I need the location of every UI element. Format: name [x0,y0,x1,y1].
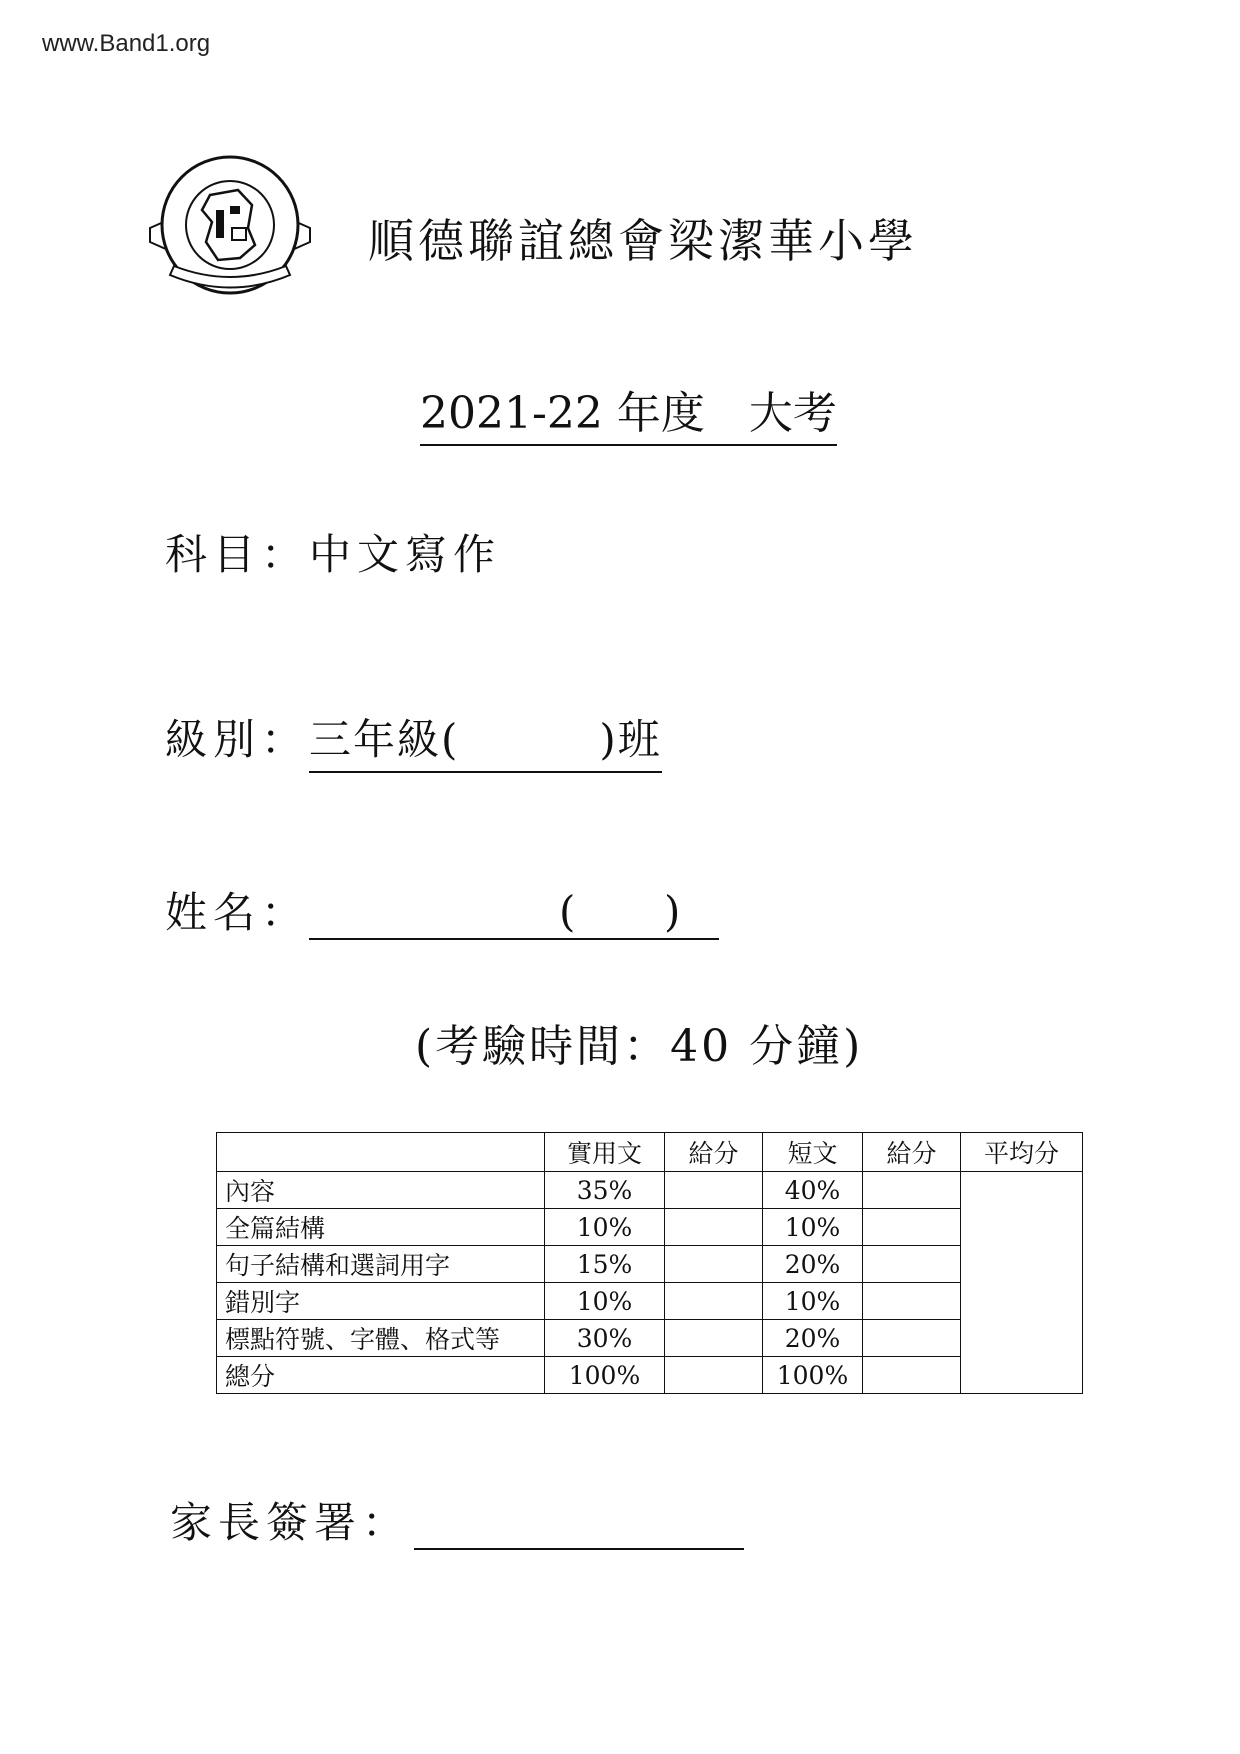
essay-weight: 10% [763,1209,863,1246]
criterion-cell: 全篇結構 [217,1209,545,1246]
grade-value[interactable] [309,707,662,773]
parent-signature-label: 家長簽署： [170,1498,411,1547]
essay-weight: 20% [763,1246,863,1283]
table-row [217,1172,1083,1209]
exam-title: 2021-22 年度 大考 [420,390,837,446]
essay-score-cell[interactable] [863,1246,961,1283]
practical-score-cell[interactable] [665,1320,763,1357]
watermark: www.Band1.org [42,30,211,57]
practical-score-cell[interactable] [665,1172,763,1209]
name-label: 姓名： [165,888,310,937]
grade-label: 級別： [165,715,310,764]
table-row [217,1320,1083,1357]
essay-score-cell[interactable] [863,1320,961,1357]
header-essay-score: 給分 [863,1133,961,1172]
practical-score-cell[interactable] [665,1246,763,1283]
practical-weight: 15% [545,1246,665,1283]
subject-field [165,522,501,582]
practical-score-cell[interactable] [665,1283,763,1320]
header-practical: 實用文 [545,1133,665,1172]
criterion-cell: 錯別字 [217,1283,545,1320]
essay-score-cell[interactable] [863,1172,961,1209]
essay-score-cell[interactable] [863,1209,961,1246]
name-field [165,880,719,940]
essay-weight: 100% [763,1357,863,1394]
essay-score-cell[interactable] [863,1357,961,1394]
marks-table [216,1132,1083,1394]
practical-weight: 35% [545,1172,665,1209]
practical-weight: 100% [545,1357,665,1394]
practical-weight: 30% [545,1320,665,1357]
table-row [217,1357,1083,1394]
name-blank[interactable] [309,887,719,940]
class-number-open: ( [559,887,582,936]
header-practical-score: 給分 [665,1133,763,1172]
header-essay: 短文 [763,1133,863,1172]
exam-duration: (考驗時間：40 分鐘) [415,1021,864,1072]
class-number-close: ) [664,887,687,936]
table-row [217,1246,1083,1283]
practical-weight: 10% [545,1283,665,1320]
school-name: 順德聯誼總會梁潔華小學 [368,214,918,268]
header-average: 平均分 [961,1133,1083,1172]
criterion-cell: 句子結構和選詞用字 [217,1246,545,1283]
average-score-cell[interactable] [961,1172,1083,1394]
subject-value: 中文寫作 [309,530,502,579]
table-header-row [217,1133,1083,1172]
essay-score-cell[interactable] [863,1283,961,1320]
grade-field [165,707,662,773]
header-criterion [217,1133,545,1172]
essay-weight: 10% [763,1283,863,1320]
criterion-cell: 內容 [217,1172,545,1209]
parent-signature-blank[interactable] [414,1504,744,1550]
table-row [217,1209,1083,1246]
subject-label: 科目： [165,530,310,579]
essay-weight: 20% [763,1320,863,1357]
table-row [217,1283,1083,1320]
grade-suffix: )班 [599,715,662,764]
parent-signature-field [170,1490,744,1550]
practical-score-cell[interactable] [665,1357,763,1394]
practical-weight: 10% [545,1209,665,1246]
school-logo [140,150,320,300]
essay-weight: 40% [763,1172,863,1209]
grade-prefix: 三年級( [309,715,460,764]
criterion-cell: 總分 [217,1357,545,1394]
practical-score-cell[interactable] [665,1209,763,1246]
criterion-cell: 標點符號、字體、格式等 [217,1320,545,1357]
